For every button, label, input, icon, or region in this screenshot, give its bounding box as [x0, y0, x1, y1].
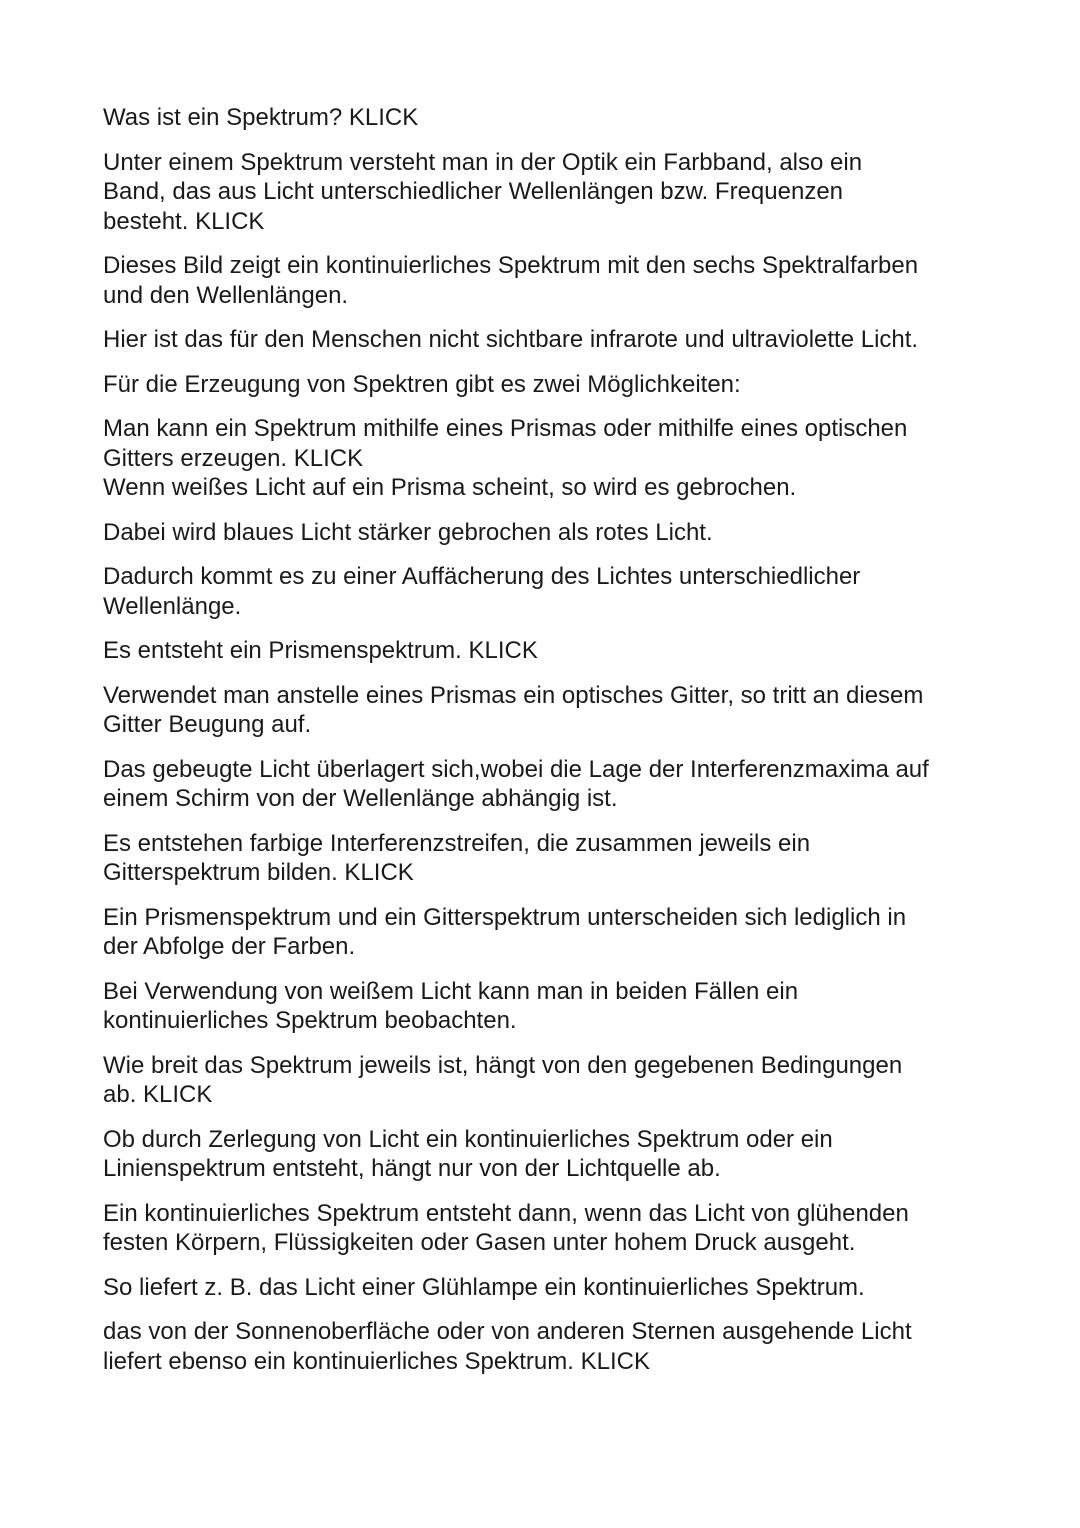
- paragraph-spectrum-width: Wie breit das Spektrum jeweils ist, hängt von den gegebenen Bedingungen ab. KLICK: [103, 1051, 903, 1108]
- paragraph-blue-refraction: Dabei wird blaues Licht stärker gebrochen als rotes Licht.: [103, 518, 713, 546]
- paragraph-grating-spectrum: Es entstehen farbige Interferenzstreifen, die zusammen jeweils ein Gitterspektrum bilden. KLICK: [103, 829, 811, 886]
- paragraph-incandescent-lamp: So liefert z. B. das Licht einer Glühlampe ein kontinuierliches Spektrum.: [103, 1273, 865, 1301]
- paragraph-fanning: Dadurch kommt es zu einer Auffächerung des Lichtes unterschiedlicher Wellenlänge.: [103, 563, 861, 620]
- paragraph-grating-diffraction: Verwendet man anstelle eines Prismas ein optisches Gitter, so tritt an diesem Gitter Beugung auf.: [103, 681, 924, 738]
- document-page: [103, 103, 1003, 1391]
- paragraph-light-source: Ob durch Zerlegung von Licht ein kontinuierliches Spektrum oder ein Linienspektrum entsteht, hängt nur von der Lichtquelle ab.: [103, 1125, 833, 1182]
- paragraph-glowing-bodies: Ein kontinuierliches Spektrum entsteht dann, wenn das Licht von glühenden festen Körpern, Flüssigkeiten oder Gasen unter hohem Druck ausgeht.: [103, 1199, 909, 1256]
- paragraph-interference-maxima: Das gebeugte Licht überlagert sich,wobei die Lage der Interferenzmaxima auf einem Schirm von der Wellenlänge abhängig ist.: [103, 755, 929, 812]
- paragraph-infrared-ultraviolet: Hier ist das für den Menschen nicht sichtbare infrarote und ultraviolette Licht.: [103, 326, 919, 353]
- paragraph-color-order: Ein Prismenspektrum und ein Gitterspektrum unterscheiden sich lediglich in der Abfolge der Farben.: [103, 903, 907, 960]
- paragraph-prism-spectrum: Es entsteht ein Prismenspektrum. KLICK: [103, 637, 538, 664]
- paragraph-question: Was ist ein Spektrum? KLICK: [103, 104, 419, 131]
- paragraph-continuous-spectrum-image: Dieses Bild zeigt ein kontinuierliches Spektrum mit den sechs Spektralfarben und den Wellenlängen.: [103, 252, 919, 309]
- paragraph-definition: Unter einem Spektrum versteht man in der Optik ein Farbband, also ein Band, das aus Licht unterschiedlicher Wellenlängen bzw. Frequenzen besteht. KLICK: [103, 148, 863, 235]
- paragraph-generation-options: Für die Erzeugung von Spektren gibt es zwei Möglichkeiten:: [103, 370, 741, 398]
- paragraph-prism-grating: Man kann ein Spektrum mithilfe eines Prismas oder mithilfe eines optischen Gitters erzeugen. KLICK Wenn weißes Licht auf ein Prisma scheint, so wird es gebrochen.: [103, 415, 908, 501]
- paragraph-white-light: Bei Verwendung von weißem Licht kann man in beiden Fällen ein kontinuierliches Spektrum beobachten.: [103, 977, 799, 1034]
- paragraph-sun-stars: das von der Sonnenoberfläche oder von anderen Sternen ausgehende Licht liefert ebenso ein kontinuierliches Spektrum. KLICK: [103, 1318, 912, 1375]
